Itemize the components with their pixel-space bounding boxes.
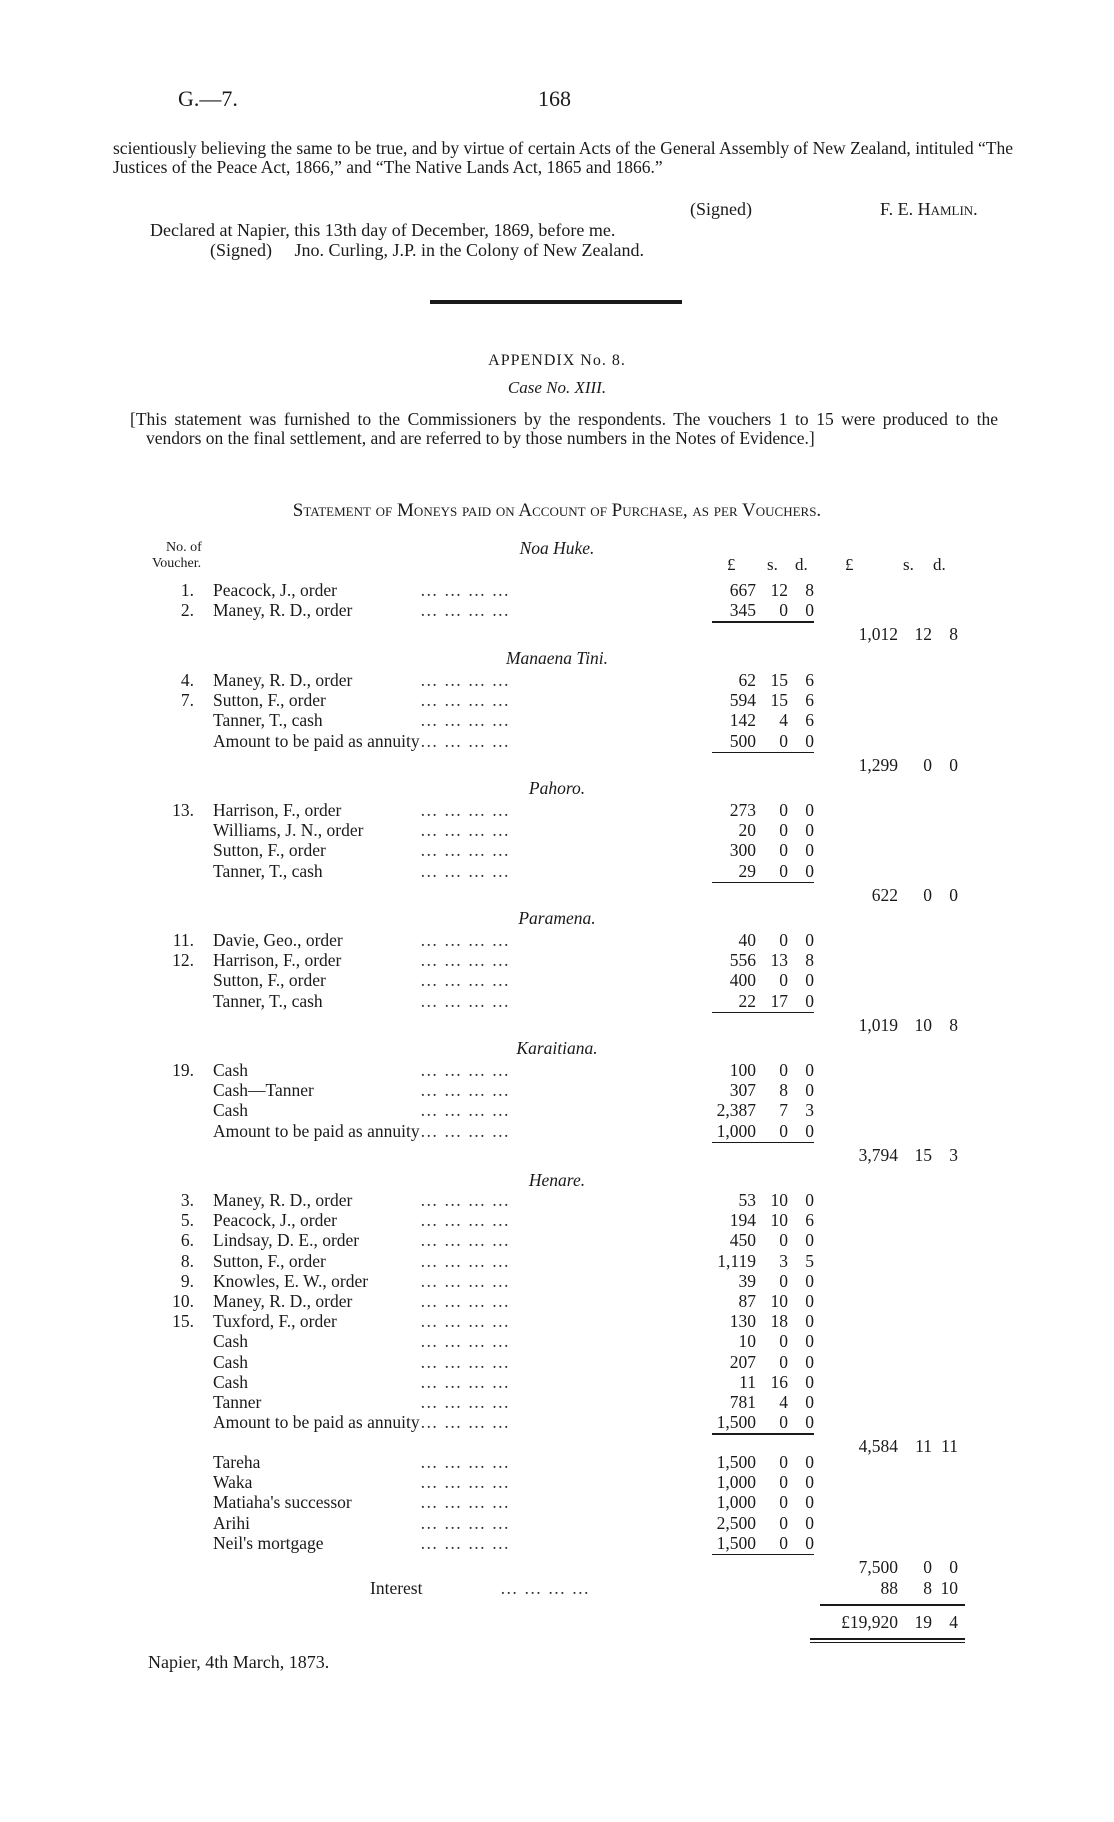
leader-dots: … … … … [420, 1512, 511, 1533]
leader-dots: … … … … [420, 600, 511, 621]
amount-shillings: 0 [779, 1472, 788, 1493]
amount-shillings: 10 [770, 1210, 788, 1231]
col-header-shillings: s. [767, 555, 778, 574]
subtotal-rule [712, 1012, 814, 1013]
payee-label: Cash [213, 1100, 248, 1121]
amount-shillings: 0 [779, 1512, 788, 1533]
amount-pounds: 594 [729, 690, 756, 711]
table-row [0, 970, 1114, 990]
signed-label: (Signed) [690, 199, 752, 219]
amount-shillings: 13 [770, 950, 788, 971]
amount-pence: 0 [805, 930, 814, 950]
payee-label: Cash [213, 1371, 248, 1392]
table-row [0, 1412, 1114, 1432]
amount-pounds: 62 [738, 670, 756, 690]
amount-pence: 0 [805, 1270, 814, 1291]
signer-name: F. E. Hamlin. [880, 199, 978, 219]
amount-pounds: 1,000 [716, 1472, 756, 1493]
interest-pence: 10 [940, 1578, 958, 1598]
leader-dots: … … … … [420, 1100, 511, 1121]
amount-shillings: 0 [779, 1230, 788, 1251]
interest-label: Interest [370, 1578, 423, 1598]
table-row [0, 1210, 1114, 1230]
table-row [0, 1311, 1114, 1331]
grand-total-rule-bottom-2 [810, 1642, 965, 1643]
grand-total-rule-top [820, 1604, 965, 1606]
amount-pence: 0 [805, 730, 814, 751]
table-row [0, 710, 1114, 730]
section-total-row [0, 624, 1114, 644]
table-row [0, 1392, 1114, 1412]
intro-paragraph: scientiously believing the same to be true, and by virtue of certain Acts of the General Assembly of New Zealand, intituled “The Justices of the Peace Act, 1866,” and “The Native Lands Act, 1865 and 1866.” [113, 138, 1013, 177]
amount-pounds: 781 [729, 1392, 756, 1412]
section-title: Karaitiana. [516, 1038, 598, 1058]
section-title: Pahoro. [528, 778, 586, 798]
payee-label: Sutton, F., order [213, 690, 326, 711]
voucher-number: 4. [180, 670, 194, 690]
amount-pence: 8 [805, 580, 814, 600]
payee-label: Tanner, T., cash [213, 710, 323, 731]
payee-label: Lindsay, D. E., order [213, 1230, 360, 1251]
leader-dots: … … … … [420, 710, 511, 731]
payee-label: Williams, J. N., order [213, 820, 364, 841]
subtotal-rule [712, 752, 814, 753]
payee-label: Maney, R. D., order [213, 600, 353, 621]
amount-pounds: 307 [729, 1080, 756, 1101]
leader-dots: … … … … [420, 800, 511, 820]
amount-pounds: 667 [729, 580, 756, 600]
table-row [0, 1190, 1114, 1210]
payee-label: Tanner [213, 1392, 262, 1412]
appendix-note: [This statement was furnished to the Commissioners by the respondents. The vouchers 1 to 15 were produced to the vendors on the final settlement, and are referred to by those numbers in the Notes of Evidence.] [130, 409, 998, 448]
table-row [0, 690, 1114, 710]
witness-line: (Signed) Jno. Curling, J.P. in the Colony of New Zealand. [210, 240, 644, 260]
amount-shillings: 0 [779, 1452, 788, 1472]
leader-dots: … … … … [420, 950, 511, 971]
amount-pence: 0 [805, 1230, 814, 1251]
amount-pounds: 1,500 [716, 1532, 756, 1553]
amount-shillings: 0 [779, 1331, 788, 1352]
amount-pence: 0 [805, 840, 814, 861]
table-row [0, 1513, 1114, 1533]
table-row [0, 580, 1114, 600]
subtotal-rule [712, 1142, 814, 1143]
col-header-total-pounds: £ [845, 555, 854, 574]
subtotal-rule [712, 882, 814, 883]
table-row [0, 1452, 1114, 1472]
amount-pence: 0 [805, 1331, 814, 1352]
amount-pence: 0 [805, 600, 814, 621]
total-pence: 0 [949, 884, 958, 905]
total-pounds: 7,500 [858, 1557, 898, 1577]
amount-pence: 0 [805, 1060, 814, 1080]
amount-shillings: 0 [779, 800, 788, 820]
table-row [0, 991, 1114, 1011]
leader-dots: … … … … [420, 1250, 511, 1271]
section-title: Henare. [528, 1170, 586, 1190]
amount-shillings: 0 [779, 970, 788, 991]
section-total-row [0, 755, 1114, 775]
table-row [0, 930, 1114, 950]
leader-dots: … … … … [420, 1291, 511, 1311]
amount-shillings: 18 [770, 1311, 788, 1332]
total-shillings: 0 [923, 1557, 932, 1577]
interest-row [0, 1578, 1114, 1598]
col-header-pence: d. [795, 555, 808, 574]
table-row [0, 1251, 1114, 1271]
amount-shillings: 10 [770, 1291, 788, 1311]
total-shillings: 15 [914, 1144, 932, 1165]
leader-dots: … … … … [420, 1311, 511, 1332]
table-row [0, 1352, 1114, 1372]
voucher-number: 8. [180, 1250, 194, 1271]
amount-pence: 0 [805, 1120, 814, 1141]
leader-dots: … … … … [420, 970, 511, 991]
table-row [0, 670, 1114, 690]
leader-dots: … … … … [420, 1060, 511, 1080]
total-pence: 11 [941, 1436, 958, 1457]
payee-label: Waka [213, 1472, 253, 1493]
place-date: Napier, 4th March, 1873. [148, 1652, 330, 1672]
amount-pounds: 400 [729, 970, 756, 991]
section-total-row [0, 1557, 1114, 1577]
payee-label: Arihi [213, 1512, 250, 1533]
amount-pence: 6 [805, 1210, 814, 1231]
voucher-number: 2. [180, 600, 194, 621]
amount-shillings: 17 [770, 990, 788, 1011]
table-row [0, 840, 1114, 860]
voucher-number: 12. [172, 950, 194, 971]
payee-label: Peacock, J., order [213, 1210, 337, 1231]
payee-label: Harrison, F., order [213, 800, 342, 820]
payee-label: Sutton, F., order [213, 840, 326, 861]
payee-label: Tanner, T., cash [213, 990, 323, 1011]
case-number: Case No. XIII. [507, 378, 607, 397]
amount-pence: 0 [805, 1472, 814, 1493]
amount-pence: 3 [805, 1100, 814, 1121]
section-total-row [0, 1145, 1114, 1165]
total-shillings: 0 [923, 754, 932, 775]
amount-pence: 0 [805, 990, 814, 1011]
amount-pence: 0 [805, 1512, 814, 1533]
payee-label: Maney, R. D., order [213, 670, 353, 690]
amount-pounds: 10 [738, 1331, 756, 1352]
table-row [0, 950, 1114, 970]
voucher-number: 3. [180, 1190, 194, 1210]
grand-total-pence: 4 [949, 1612, 958, 1632]
col-header-no-of: No. of [166, 540, 202, 555]
amount-pounds: 22 [738, 990, 756, 1011]
total-pence: 8 [949, 624, 958, 645]
grand-total-shillings: 19 [914, 1612, 932, 1632]
amount-pounds: 1,000 [716, 1120, 756, 1141]
amount-shillings: 0 [779, 1351, 788, 1372]
amount-pence: 0 [805, 970, 814, 991]
leader-dots: … … … … [420, 1190, 511, 1210]
amount-shillings: 0 [779, 600, 788, 621]
voucher-number: 19. [172, 1060, 194, 1080]
leader-dots: … … … … [420, 730, 511, 751]
voucher-number: 10. [172, 1291, 194, 1311]
amount-pounds: 130 [729, 1311, 756, 1332]
amount-pounds: 273 [729, 800, 756, 820]
subtotal-rule [712, 1554, 814, 1555]
payee-label: Amount to be paid as annuity [213, 730, 420, 751]
table-row [0, 861, 1114, 881]
subtotal-rule [712, 1433, 814, 1434]
table-row [0, 1100, 1114, 1120]
amount-pounds: 500 [729, 730, 756, 751]
table-row [0, 1121, 1114, 1141]
table-row [0, 1230, 1114, 1250]
amount-pounds: 300 [729, 840, 756, 861]
amount-shillings: 0 [779, 1120, 788, 1141]
total-pounds: 3,794 [858, 1144, 898, 1165]
amount-shillings: 15 [770, 670, 788, 690]
voucher-number: 15. [172, 1311, 194, 1332]
section-total-row [0, 885, 1114, 905]
leader-dots: … … … … [420, 1452, 511, 1472]
total-pounds: 1,019 [858, 1014, 898, 1035]
payee-label: Amount to be paid as annuity [213, 1412, 420, 1433]
payee-label: Tanner, T., cash [213, 860, 323, 881]
col-header-voucher: Voucher. [152, 556, 202, 571]
amount-shillings: 0 [779, 820, 788, 841]
amount-pounds: 1,000 [716, 1492, 756, 1513]
total-pence: 3 [949, 1144, 958, 1165]
amount-pence: 0 [805, 1532, 814, 1553]
leader-dots: … … … … [420, 860, 511, 881]
leader-dots: … … … … [420, 1120, 511, 1141]
payee-label: Amount to be paid as annuity [213, 1120, 420, 1141]
voucher-number: 7. [180, 690, 194, 711]
amount-shillings: 0 [779, 860, 788, 881]
amount-pounds: 40 [738, 930, 756, 950]
leader-dots: … … … … [420, 1392, 511, 1412]
grand-total-pounds: £19,920 [841, 1612, 898, 1632]
leader-dots: … … … … [420, 670, 511, 690]
table-row [0, 1080, 1114, 1100]
grand-total-row [0, 1612, 1114, 1632]
total-shillings: 11 [915, 1436, 932, 1457]
amount-shillings: 8 [779, 1080, 788, 1101]
amount-pounds: 1,500 [716, 1412, 756, 1433]
payee-label: Matiaha's successor [213, 1492, 352, 1513]
amount-pounds: 1,500 [716, 1452, 756, 1472]
amount-shillings: 15 [770, 690, 788, 711]
declaration-line: Declared at Napier, this 13th day of December, 1869, before me. [150, 220, 616, 240]
amount-pence: 6 [805, 690, 814, 711]
payee-label: Cash [213, 1331, 248, 1352]
amount-pence: 0 [805, 1311, 814, 1332]
table-row [0, 731, 1114, 751]
amount-pounds: 39 [738, 1270, 756, 1291]
subtotal-rule [712, 621, 814, 622]
amount-pence: 0 [805, 1452, 814, 1472]
payee-label: Neil's mortgage [213, 1532, 324, 1553]
amount-shillings: 0 [779, 840, 788, 861]
leader-dots: … … … … [420, 1492, 511, 1513]
total-shillings: 10 [914, 1014, 932, 1035]
amount-pounds: 53 [738, 1190, 756, 1210]
amount-shillings: 7 [779, 1100, 788, 1121]
section-title: Paramena. [518, 908, 596, 928]
col-header-total-shillings: s. [903, 555, 914, 574]
amount-pence: 0 [805, 800, 814, 820]
leader-dots: … … … … [420, 1210, 511, 1231]
leader-dots: … … … … [420, 690, 511, 711]
voucher-number: 9. [180, 1270, 194, 1291]
table-row [0, 820, 1114, 840]
amount-pence: 0 [805, 1371, 814, 1392]
amount-pounds: 100 [729, 1060, 756, 1080]
total-pounds: 1,299 [858, 754, 898, 775]
payee-label: Tuxford, F., order [213, 1311, 337, 1332]
payee-label: Maney, R. D., order [213, 1291, 353, 1311]
amount-shillings: 0 [779, 730, 788, 751]
amount-shillings: 0 [779, 1060, 788, 1080]
payee-label: Cash [213, 1351, 248, 1372]
total-pounds: 1,012 [858, 624, 898, 645]
amount-shillings: 0 [779, 1532, 788, 1553]
amount-shillings: 12 [770, 580, 788, 600]
payee-label: Cash [213, 1060, 248, 1080]
leader-dots: … … … … [420, 820, 511, 841]
page-number: 168 [538, 86, 571, 111]
leader-dots: … … … … [420, 1371, 511, 1392]
amount-pence: 0 [805, 1080, 814, 1101]
leader-dots: … … … … [420, 1080, 511, 1101]
amount-pence: 0 [805, 1190, 814, 1210]
amount-pounds: 87 [738, 1291, 756, 1311]
amount-pounds: 556 [729, 950, 756, 971]
total-pence: 0 [949, 1557, 958, 1577]
table-row [0, 1060, 1114, 1080]
voucher-number: 13. [172, 800, 194, 820]
payee-label: Sutton, F., order [213, 1250, 326, 1271]
amount-pounds: 450 [729, 1230, 756, 1251]
amount-shillings: 4 [779, 1392, 788, 1412]
section-divider [430, 300, 682, 304]
amount-pence: 0 [805, 1291, 814, 1311]
amount-shillings: 4 [779, 710, 788, 731]
payee-label: Peacock, J., order [213, 580, 337, 600]
table-row [0, 600, 1114, 620]
table-row [0, 1291, 1114, 1311]
amount-shillings: 16 [770, 1371, 788, 1392]
amount-shillings: 3 [779, 1250, 788, 1271]
payee-label: Knowles, E. W., order [213, 1270, 369, 1291]
leader-dots: … … … … [420, 1472, 511, 1493]
document-reference: G.—7. [178, 86, 238, 111]
table-row [0, 1372, 1114, 1392]
payee-label: Harrison, F., order [213, 950, 342, 971]
leader-dots: … … … … [420, 990, 511, 1011]
payee-label: Sutton, F., order [213, 970, 326, 991]
amount-pence: 0 [805, 820, 814, 841]
leader-dots: … … … … [420, 1412, 511, 1433]
amount-shillings: 0 [779, 1270, 788, 1291]
payee-label: Tareha [213, 1452, 261, 1472]
total-pence: 0 [949, 754, 958, 775]
leader-dots: … … … … [420, 1331, 511, 1352]
amount-pence: 0 [805, 1492, 814, 1513]
amount-pounds: 20 [738, 820, 756, 841]
amount-pounds: 142 [729, 710, 756, 731]
amount-pounds: 345 [729, 600, 756, 621]
section-total-row [0, 1015, 1114, 1035]
amount-pence: 6 [805, 710, 814, 731]
section-title: Noa Huke. [519, 538, 595, 558]
total-pence: 8 [949, 1014, 958, 1035]
payee-label: Cash—Tanner [213, 1080, 314, 1101]
total-pounds: 4,584 [858, 1436, 898, 1457]
amount-shillings: 0 [779, 930, 788, 950]
amount-pounds: 2,387 [716, 1100, 756, 1121]
amount-pence: 0 [805, 1351, 814, 1372]
amount-pounds: 207 [729, 1351, 756, 1372]
amount-pounds: 29 [738, 860, 756, 881]
amount-shillings: 0 [779, 1412, 788, 1433]
amount-pounds: 2,500 [716, 1512, 756, 1533]
appendix-title: APPENDIX No. 8. [488, 352, 626, 369]
amount-pounds: 11 [739, 1371, 756, 1392]
amount-pence: 6 [805, 670, 814, 690]
table-row [0, 800, 1114, 820]
table-row [0, 1331, 1114, 1351]
total-shillings: 0 [923, 884, 932, 905]
table-row [0, 1533, 1114, 1553]
payee-label: Davie, Geo., order [213, 930, 343, 950]
total-pounds: 622 [871, 884, 898, 905]
voucher-number: 6. [180, 1230, 194, 1251]
leader-dots: … … … … [420, 1270, 511, 1291]
leader-dots: … … … … [420, 580, 511, 600]
amount-pence: 5 [805, 1250, 814, 1271]
leader-dots: … … … … [420, 840, 511, 861]
voucher-number: 1. [180, 580, 194, 600]
section-title: Manaena Tini. [505, 648, 609, 668]
interest-pounds: 88 [880, 1578, 898, 1598]
amount-pence: 8 [805, 950, 814, 971]
amount-pence: 0 [805, 1412, 814, 1433]
leader-dots: … … … … [420, 1230, 511, 1251]
table-row [0, 1472, 1114, 1492]
col-header-total-pence: d. [933, 555, 946, 574]
payee-label: Maney, R. D., order [213, 1190, 353, 1210]
statement-title: Statement of Moneys paid on Account of Purchase, as per Vouchers. [292, 500, 822, 521]
amount-pence: 0 [805, 1392, 814, 1412]
leader-dots: … … … … [420, 1351, 511, 1372]
leader-dots: … … … … [420, 930, 511, 950]
amount-pounds: 194 [729, 1210, 756, 1231]
voucher-number: 5. [180, 1210, 194, 1231]
amount-shillings: 0 [779, 1492, 788, 1513]
grand-total-rule-bottom [810, 1638, 965, 1640]
table-row [0, 1492, 1114, 1512]
interest-shillings: 8 [923, 1578, 932, 1598]
total-shillings: 12 [914, 624, 932, 645]
leader-dots: … … … … [500, 1578, 591, 1598]
table-row [0, 1271, 1114, 1291]
col-header-pounds: £ [727, 555, 736, 574]
amount-shillings: 10 [770, 1190, 788, 1210]
amount-pence: 0 [805, 860, 814, 881]
leader-dots: … … … … [420, 1532, 511, 1553]
voucher-number: 11. [172, 930, 194, 950]
amount-pounds: 1,119 [717, 1250, 756, 1271]
